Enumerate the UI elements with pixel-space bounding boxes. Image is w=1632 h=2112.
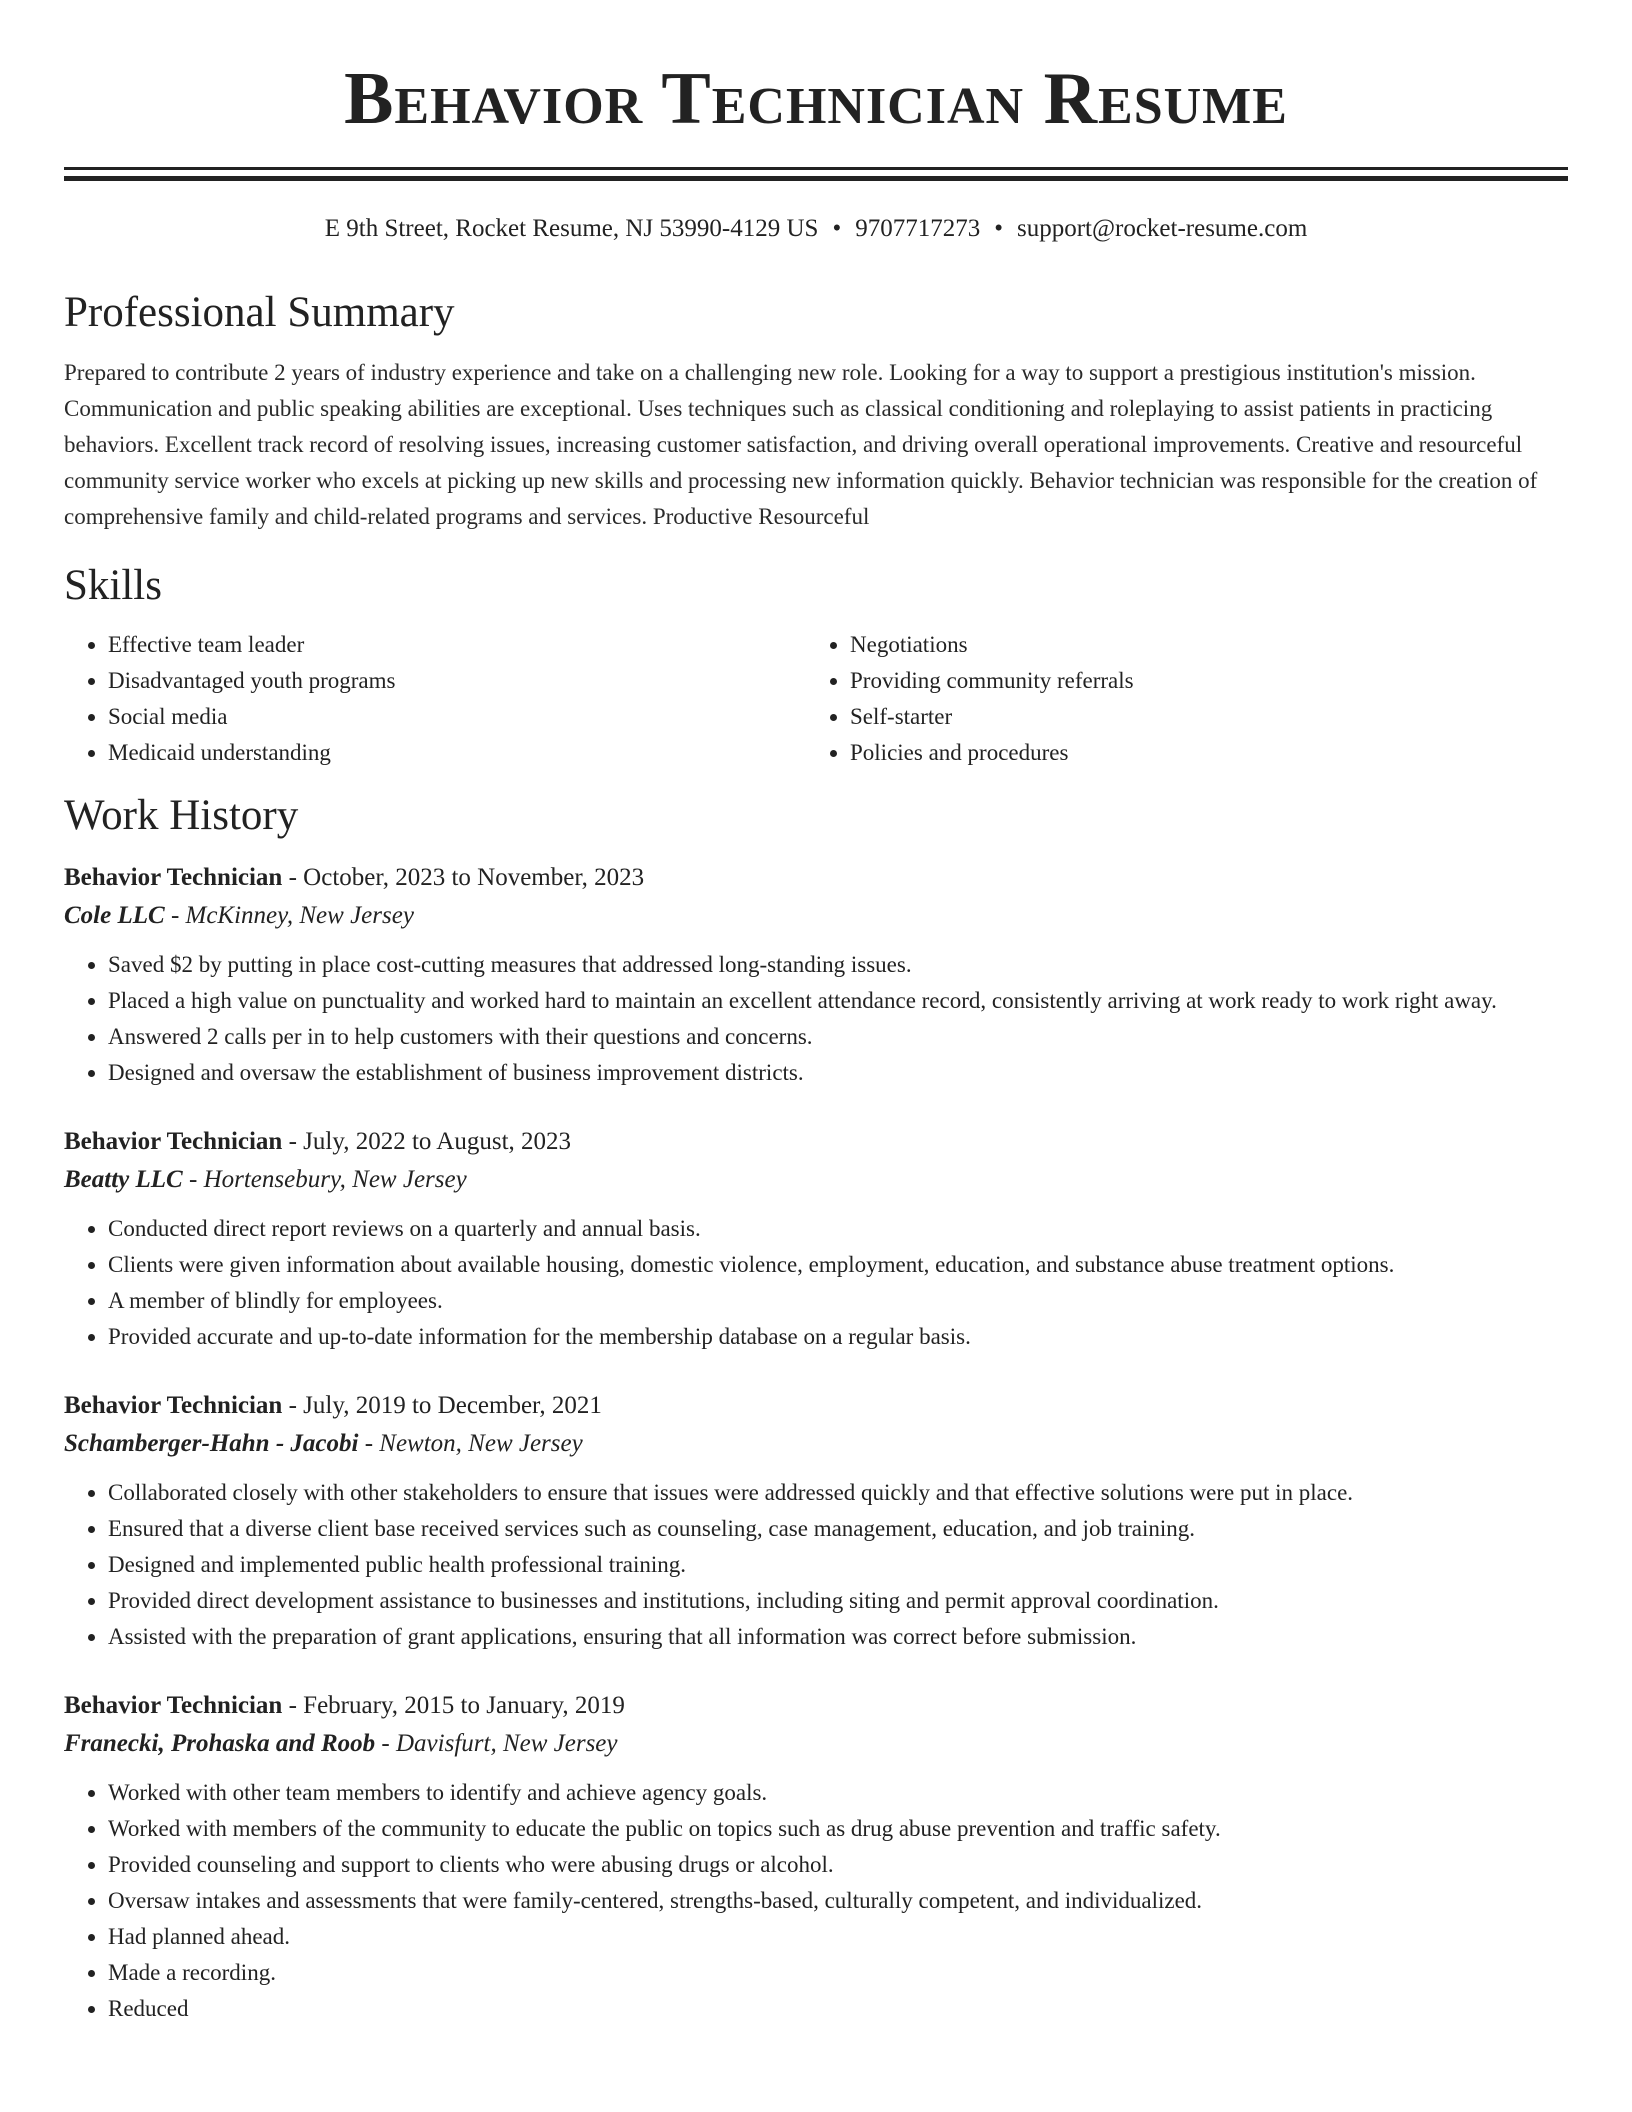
job-bullet: • Worked with other team members to identify and achieve agency goals.: [108, 1775, 1568, 1811]
summary-heading: Professional Summary: [64, 289, 455, 336]
skill-item: • Disadvantaged youth programs: [108, 663, 806, 699]
job-bullet: • Provided direct development assistance to businesses and institutions, including siting and permit approval coordination.: [108, 1583, 1568, 1619]
job-bullet: • Worked with members of the community to educate the public on topics such as drug abuse prevention and traffic safety.: [108, 1811, 1568, 1847]
job-company: Beatty LLC: [64, 1166, 183, 1193]
skills-list: [64, 627, 1568, 771]
contact-separator: •: [832, 215, 842, 242]
job-title-line: [64, 859, 1568, 897]
skill-item: • Self-starter: [850, 699, 1548, 735]
job-bullet: • Made a recording.: [108, 1955, 1568, 1991]
skills-column-left: [64, 627, 806, 771]
job-dates: July, 2022 to August, 2023: [303, 1128, 572, 1155]
job-title-line: [64, 1123, 1568, 1161]
job-dash: -: [282, 1392, 304, 1419]
job-bullet: • Designed and oversaw the establishment of business improvement districts.: [108, 1055, 1568, 1091]
skill-item: • Negotiations: [850, 627, 1548, 663]
job-company-line: [64, 1725, 1568, 1763]
job-dates: February, 2015 to January, 2019: [303, 1692, 625, 1719]
job-dates: July, 2019 to December, 2021: [303, 1392, 602, 1419]
job-bullet: • Provided counseling and support to clients who were abusing drugs or alcohol.: [108, 1847, 1568, 1883]
job-company-line: [64, 1161, 1568, 1199]
job-entry: [64, 1687, 1568, 2027]
skill-item: • Providing community referrals: [850, 663, 1548, 699]
job-dash: -: [164, 902, 186, 929]
job-bullets: [64, 1475, 1568, 1655]
job-bullet: • A member of blindly for employees.: [108, 1283, 1568, 1319]
job-title: Behavior Technician: [64, 1692, 283, 1719]
resume-page: [64, 0, 1568, 2027]
job-title: Behavior Technician: [64, 1392, 283, 1419]
title-rule-thin: [64, 167, 1568, 170]
job-bullet: • Placed a high value on punctuality and worked hard to maintain an excellent attendance record, consistently arriving at work ready to work right away.: [108, 983, 1568, 1019]
summary-text: Prepared to contribute 2 years of industry experience and take on a challenging new role. Looking for a way to support a prestigious institution's mission. Communication and public speaking abilities are exceptional. Uses techniques such as classical conditioning and roleplaying to assist patients in practicing behaviors. Excellent track record of resolving issues, increasing customer satisfaction, and driving overall operational improvements. Creative and resourceful community service worker who excels at picking up new skills and processing new information quickly. Behavior technician was responsible for the creation of comprehensive family and child-related programs and services. Productive Resourceful: [64, 360, 1538, 529]
job-bullet: • Designed and implemented public health professional training.: [108, 1547, 1568, 1583]
job-bullet: • Ensured that a diverse client base received services such as counseling, case management, education, and job training.: [108, 1511, 1568, 1547]
skill-item: • Policies and procedures: [850, 735, 1548, 771]
job-bullets: [64, 947, 1568, 1091]
job-bullet: • Answered 2 calls per in to help customers with their questions and concerns.: [108, 1019, 1568, 1055]
contact-email: support@rocket-resume.com: [1016, 215, 1308, 242]
job-bullet: • Collaborated closely with other stakeholders to ensure that issues were addressed quickly and that effective solutions were put in place.: [108, 1475, 1568, 1511]
job-title-line: [64, 1687, 1568, 1725]
job-dash: -: [375, 1730, 396, 1757]
skill-item: • Medicaid understanding: [108, 735, 806, 771]
job-title: Behavior Technician: [64, 864, 283, 891]
job-entry: [64, 1123, 1568, 1355]
job-bullet: • Saved $2 by putting in place cost-cutting measures that addressed long-standing issues.: [108, 947, 1568, 983]
job-title: Behavior Technician: [64, 1128, 283, 1155]
job-dash: -: [282, 864, 304, 891]
job-dash: -: [282, 1692, 304, 1719]
job-location: McKinney, New Jersey: [185, 902, 414, 929]
job-dash: -: [358, 1430, 380, 1457]
title-rule-thick: [64, 176, 1568, 181]
contact-phone: 9707717273: [855, 215, 981, 242]
skill-item: • Effective team leader: [108, 627, 806, 663]
work-history-heading: Work History: [64, 792, 299, 839]
job-title-line: [64, 1387, 1568, 1425]
job-dates: October, 2023 to November, 2023: [303, 864, 645, 891]
skills-column-right: [806, 627, 1548, 771]
job-company-line: [64, 1425, 1568, 1463]
job-location: Hortensebury, New Jersey: [203, 1166, 467, 1193]
job-bullets: [64, 1775, 1568, 2027]
job-company: Schamberger-Hahn - Jacobi: [64, 1430, 359, 1457]
job-location: Davisfurt, New Jersey: [396, 1730, 618, 1757]
job-company-line: [64, 897, 1568, 935]
contact-line: [64, 212, 1568, 246]
job-bullets: [64, 1211, 1568, 1355]
job-company: Cole LLC: [64, 902, 165, 929]
job-entry: [64, 859, 1568, 1091]
resume-title: Behavior Technician Resume: [344, 58, 1288, 140]
contact-address: E 9th Street, Rocket Resume, NJ 53990-4129 US: [324, 215, 819, 242]
contact-separator: •: [994, 215, 1003, 242]
job-bullet: • Provided accurate and up-to-date information for the membership database on a regular basis.: [108, 1319, 1568, 1355]
skills-heading: Skills: [64, 562, 162, 609]
job-bullet: • Clients were given information about available housing, domestic violence, employment, education, and substance abuse treatment options.: [108, 1247, 1568, 1283]
skill-item: • Social media: [108, 699, 806, 735]
job-bullet: • Oversaw intakes and assessments that were family-centered, strengths-based, culturally competent, and individualized.: [108, 1883, 1568, 1919]
job-dash: -: [282, 1128, 304, 1155]
job-bullet: • Assisted with the preparation of grant applications, ensuring that all information was correct before submission.: [108, 1619, 1568, 1655]
job-company: Franecki, Prohaska and Roob: [64, 1730, 376, 1757]
job-location: Newton, New Jersey: [379, 1430, 583, 1457]
job-entry: [64, 1387, 1568, 1655]
job-bullet: • Had planned ahead.: [108, 1919, 1568, 1955]
job-bullet: • Conducted direct report reviews on a quarterly and annual basis.: [108, 1211, 1568, 1247]
job-bullet: • Reduced: [108, 1991, 1568, 2027]
job-dash: -: [182, 1166, 204, 1193]
